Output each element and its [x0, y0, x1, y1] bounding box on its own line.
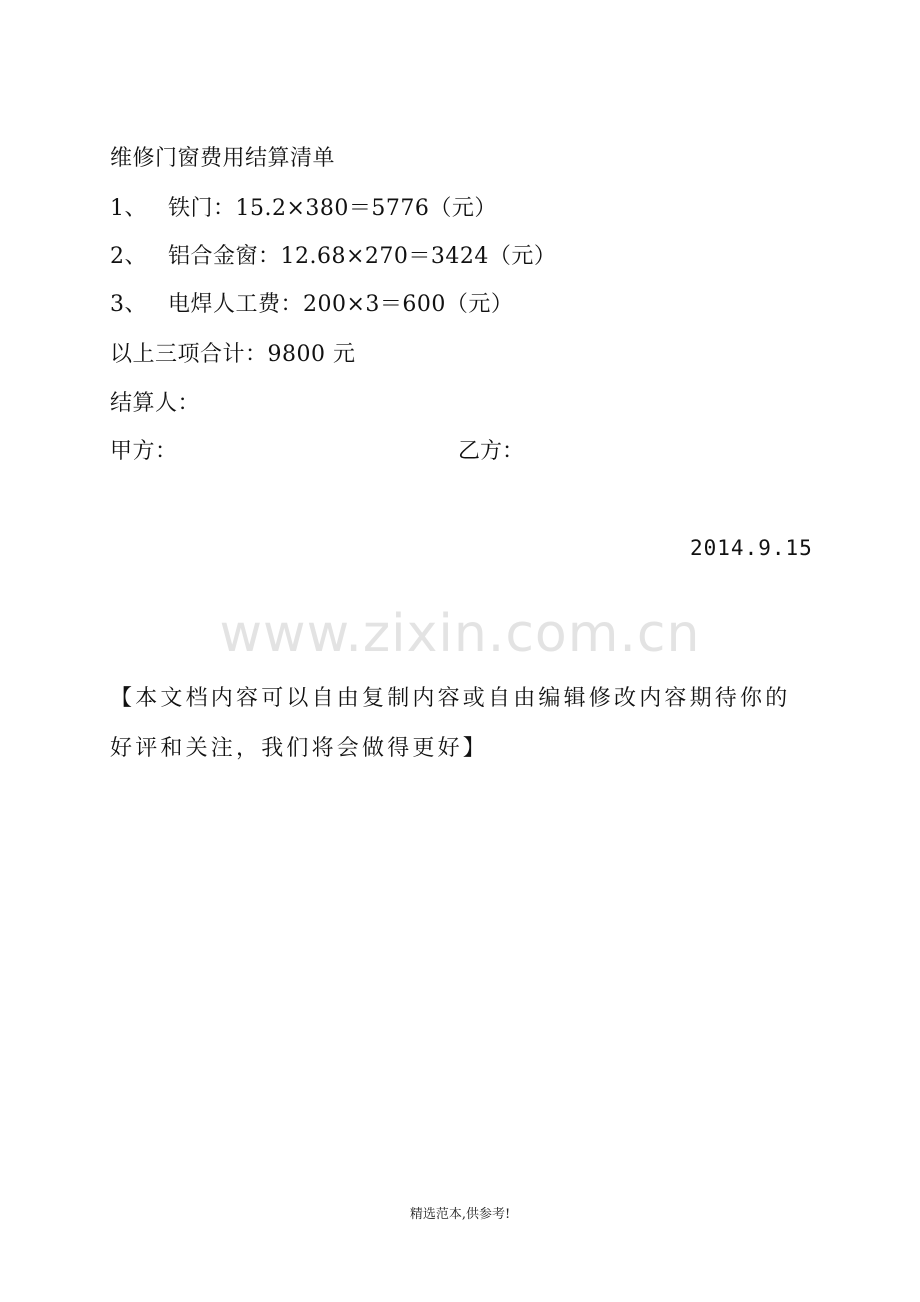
settler-label: 结算人： — [110, 391, 201, 416]
document-date: 2014.9.15 — [690, 536, 813, 560]
item-number: 2、 — [110, 244, 147, 269]
document-title: 维修门窗费用结算清单 — [110, 146, 336, 171]
party-b-label: 乙方： — [458, 439, 525, 464]
editor-note: 【本文档内容可以自由复制内容或自由编辑修改内容期待你的好评和关注，我们将会做得更好】 — [110, 686, 791, 761]
page-footer: 精选范本,供参考! — [409, 1207, 511, 1222]
item-text: 电焊人工费：200×3＝600（元） — [168, 292, 514, 317]
item-number: 3、 — [110, 292, 147, 317]
party-a-label: 甲方： — [110, 439, 178, 464]
list-item — [110, 194, 497, 224]
list-item — [110, 242, 556, 272]
total-line: 以上三项合计：9800 元 — [110, 342, 356, 367]
list-item — [110, 290, 513, 320]
item-text: 铝合金窗：12.68×270＝3424（元） — [168, 244, 557, 269]
item-number: 1、 — [110, 196, 147, 221]
watermark: www.zixin.com.cn — [219, 604, 701, 664]
item-text: 铁门：15.2×380＝5776（元） — [168, 196, 497, 221]
